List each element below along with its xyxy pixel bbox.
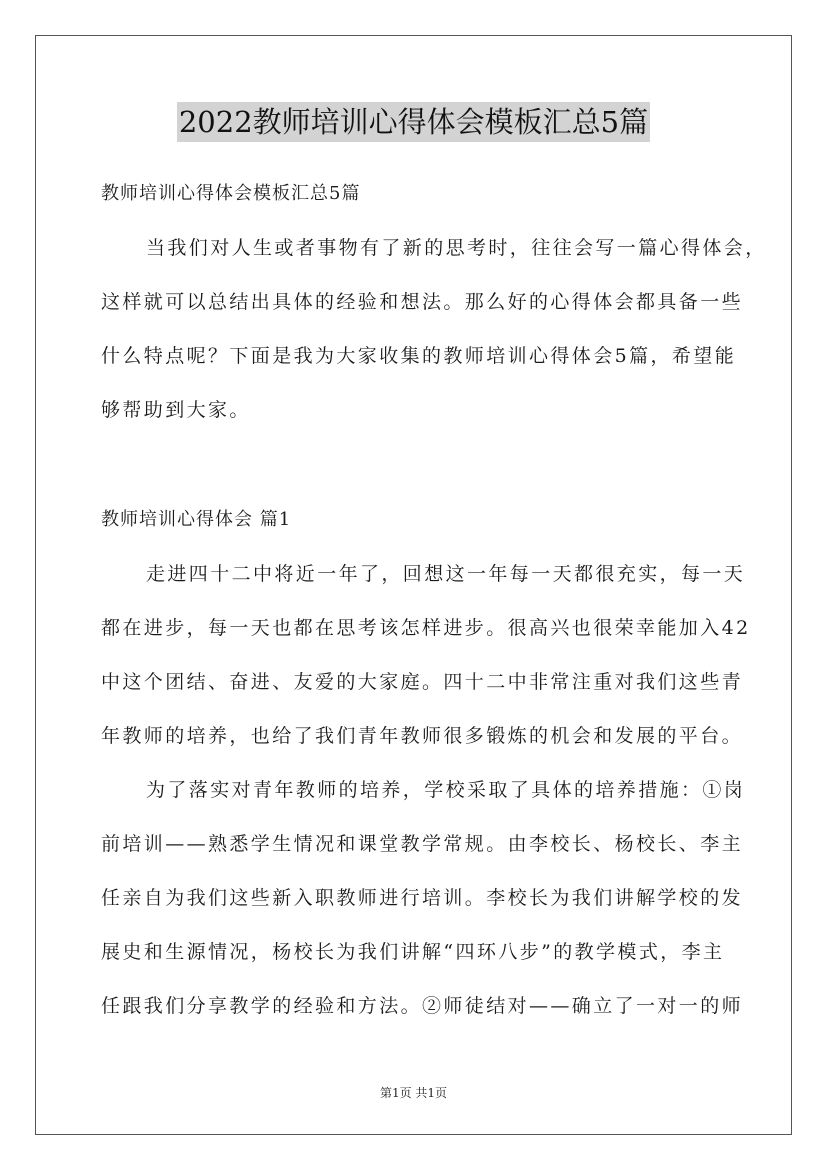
intro-line: 这样就可以总结出具体的经验和想法。那么好的心得体会都具备一些 — [101, 291, 744, 313]
paragraph-line: 中这个团结、奋进、友爱的大家庭。四十二中非常注重对我们这些青 — [101, 671, 744, 693]
page-footer: 第1页 共1页 — [379, 1086, 448, 1100]
paragraph-line: 为了落实对青年教师的培养，学校采取了具体的培养措施：①岗 — [146, 779, 746, 801]
intro-line: 够帮助到大家。 — [101, 399, 251, 421]
document-title-wrap — [0, 102, 827, 142]
intro-line: 当我们对人生或者事物有了新的思考时，往往会写一篇心得体会， — [146, 237, 767, 259]
document-subtitle: 教师培训心得体会模板汇总5篇 — [101, 183, 361, 204]
paragraph-line: 走进四十二中将近一年了，回想这一年每一天都很充实，每一天 — [146, 563, 746, 585]
paragraph-line: 展史和生源情况，杨校长为我们讲解“四环八步”的教学模式，李主 — [101, 941, 725, 963]
paragraph-line: 前培训——熟悉学生情况和课堂教学常规。由李校长、杨校长、李主 — [101, 833, 744, 855]
section-heading: 教师培训心得体会 篇1 — [101, 509, 292, 530]
paragraph-line: 任亲自为我们这些新入职教师进行培训。李校长为我们讲解学校的发 — [101, 887, 744, 909]
paragraph-line: 年教师的培养，也给了我们青年教师很多锻炼的机会和发展的平台。 — [101, 725, 744, 747]
intro-line: 什么特点呢？下面是我为大家收集的教师培训心得体会5篇，希望能 — [101, 345, 737, 367]
document-title: 2022教师培训心得体会模板汇总5篇 — [177, 102, 650, 142]
paragraph-line: 都在进步，每一天也都在思考该怎样进步。很高兴也很荣幸能加入42 — [101, 617, 751, 639]
paragraph-line: 任跟我们分享教学的经验和方法。②师徒结对——确立了一对一的师 — [101, 995, 744, 1017]
